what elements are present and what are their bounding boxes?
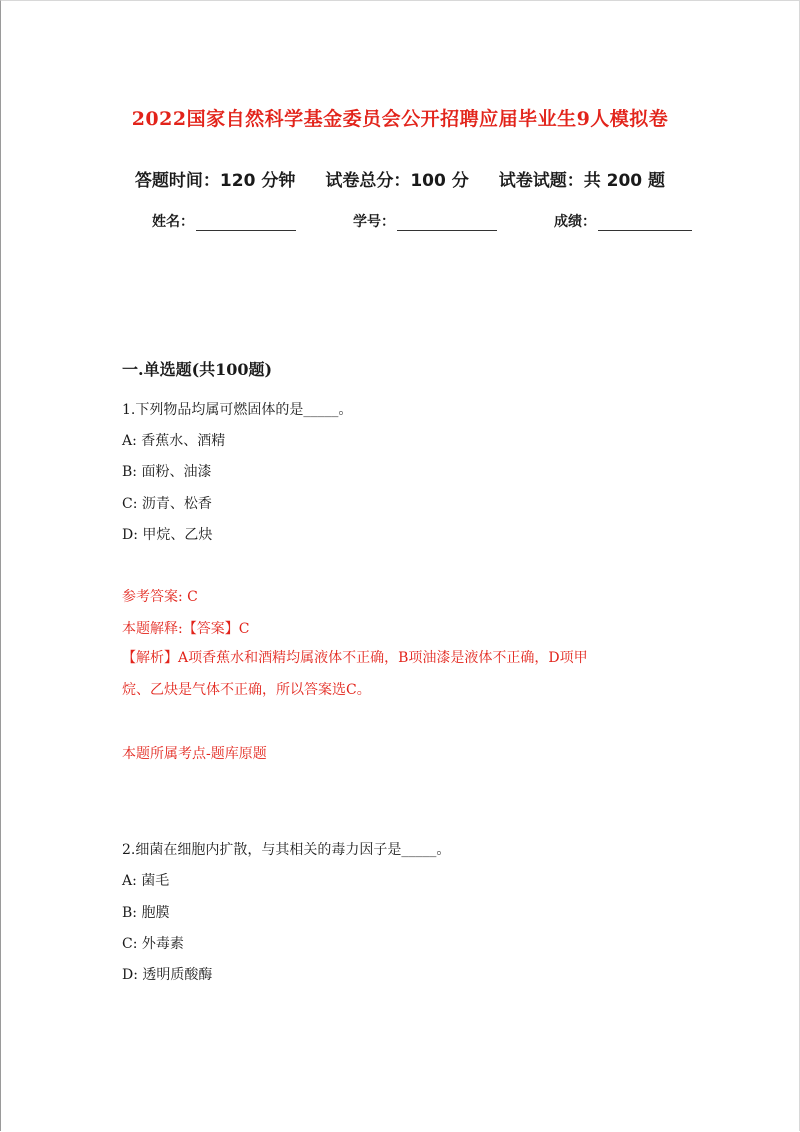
question-2-stem: 2.细菌在细胞内扩散，与其相关的毒力因子是_____。 [122, 842, 451, 858]
question-1-analysis [122, 642, 682, 706]
grade-label: 成绩： [554, 214, 596, 230]
exam-score: 试卷总分：100 分 [325, 171, 469, 191]
question-1-option-b: B: 面粉、油漆 [122, 464, 212, 480]
question-2-option-a: A: 菌毛 [122, 873, 170, 889]
question-1-analysis-line1: 【解析】A项香蕉水和酒精均属液体不正确，B项油漆是液体不正确，D项甲 [122, 650, 588, 666]
exam-meta [0, 166, 800, 191]
question-2-option-b: B: 胞膜 [122, 905, 170, 921]
name-label: 姓名： [152, 214, 194, 230]
question-1-option-c: C: 沥青、松香 [122, 496, 212, 512]
exam-time: 答题时间：120 分钟 [134, 171, 296, 191]
id-blank [397, 216, 497, 231]
question-1-analysis-title: 本题解释:【答案】C [122, 621, 250, 637]
question-1-option-d: D: 甲烷、乙炔 [122, 527, 213, 543]
page-title: 2022国家自然科学基金委员会公开招聘应届毕业生9人模拟卷 [131, 108, 669, 130]
grade-field [554, 211, 692, 231]
name-field [152, 211, 296, 231]
student-fields [152, 211, 692, 231]
question-1-source: 本题所属考点-题库原题 [122, 746, 267, 762]
grade-blank [598, 216, 692, 231]
exam-count: 试卷试题：共 200 题 [498, 171, 666, 191]
question-2-option-d: D: 透明质酸酶 [122, 967, 213, 983]
question-2-option-c: C: 外毒素 [122, 936, 184, 952]
question-1-stem: 1.下列物品均属可燃固体的是_____。 [122, 402, 353, 418]
question-1-analysis-line2: 烷、乙炔是气体不正确，所以答案选C。 [122, 682, 371, 698]
name-blank [196, 216, 296, 231]
id-field [353, 211, 497, 231]
question-1-option-a: A: 香蕉水、酒精 [122, 433, 226, 449]
id-label: 学号： [353, 214, 395, 230]
section-title: 一.单选题(共100题) [122, 360, 273, 379]
question-1-answer: 参考答案: C [122, 589, 198, 605]
